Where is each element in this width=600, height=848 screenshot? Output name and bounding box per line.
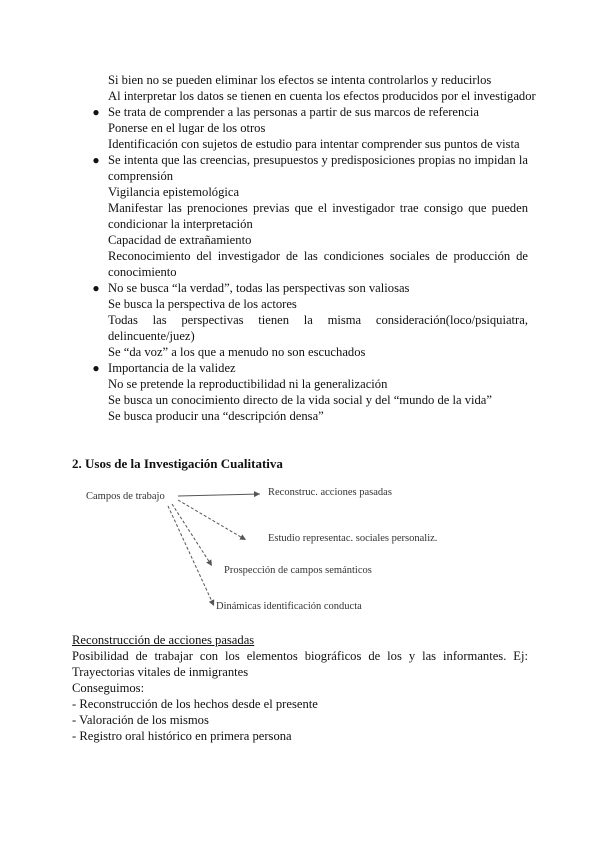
bullet-icon: ●: [92, 281, 100, 295]
subsection-title: Reconstrucción de acciones pasadas: [72, 633, 255, 647]
bullet-heading: No se busca “la verdad”, todas las perspectivas son valiosas: [108, 281, 410, 295]
text-line: No se pretende la reproductibilidad ni la generalización: [108, 377, 388, 391]
bullet-heading: Se trata de comprender a las personas a partir de sus marcos de referencia: [108, 105, 479, 119]
text-line: Al interpretar los datos se tienen en cuenta los efectos producidos por el investigador: [108, 89, 536, 103]
diagram-target-label: Estudio representac. sociales personaliz.: [268, 533, 438, 544]
bullet-icon: ●: [92, 105, 100, 119]
bullet-icon: ●: [92, 153, 100, 167]
text-line: condicionar la interpretación: [108, 217, 253, 231]
text-line: Se busca la perspectiva de los actores: [108, 297, 297, 311]
diagram-source-label: Campos de trabajo: [86, 491, 165, 502]
text-line: Conseguimos:: [72, 681, 145, 695]
arrow-dinamicas: [168, 506, 214, 606]
text-line: Reconocimiento del investigador de las condiciones sociales de producción de: [108, 249, 528, 263]
text-line: conocimiento: [108, 265, 177, 279]
text-line: Manifestar las prenociones previas que el investigador trae consigo que pueden: [108, 201, 528, 215]
list-item: - Reconstrucción de los hechos desde el presente: [72, 697, 318, 711]
section-heading: 2. Usos de la Investigación Cualitativa: [72, 456, 283, 471]
text-line: Todas las perspectivas tienen la misma consideración(loco/psiquiatra,: [108, 313, 528, 327]
diagram-target-label: Reconstruc. acciones pasadas: [268, 487, 392, 498]
arrow-estudio: [178, 500, 246, 540]
list-item: - Registro oral histórico en primera persona: [72, 729, 292, 743]
arrow-prospeccion: [172, 504, 212, 566]
text-line: comprensión: [108, 169, 174, 183]
bullet-heading: Se intenta que las creencias, presupuestos y predisposiciones propias no impidan la: [108, 153, 528, 167]
text-line: Capacidad de extrañamiento: [108, 233, 252, 247]
diagram-target-label: Dinámicas identificación conducta: [216, 601, 362, 612]
text-line: Trayectorias vitales de inmigrantes: [72, 665, 249, 679]
arrow-reconstruccion: [178, 494, 260, 496]
text-line: Si bien no se pueden eliminar los efectos se intenta controlarlos y reducirlos: [108, 73, 492, 87]
text-line: Identificación con sujetos de estudio para intentar comprender sus puntos de vista: [108, 137, 520, 151]
text-line: Se “da voz” a los que a menudo no son escuchados: [108, 345, 366, 359]
text-line: Se busca un conocimiento directo de la vida social y del “mundo de la vida”: [108, 393, 492, 407]
text-line: Se busca producir una “descripción densa”: [108, 409, 324, 423]
bullet-heading: Importancia de la validez: [108, 361, 236, 375]
bullet-icon: ●: [92, 361, 100, 375]
text-line: Vigilancia epistemológica: [108, 185, 240, 199]
list-item: - Valoración de los mismos: [72, 713, 209, 727]
text-line: delincuente/juez): [108, 329, 195, 343]
text-line: Ponerse en el lugar de los otros: [108, 121, 266, 135]
diagram-target-label: Prospección de campos semánticos: [224, 565, 372, 576]
text-line: Posibilidad de trabajar con los elementos biográficos de los y las informantes. Ej:: [72, 649, 528, 663]
